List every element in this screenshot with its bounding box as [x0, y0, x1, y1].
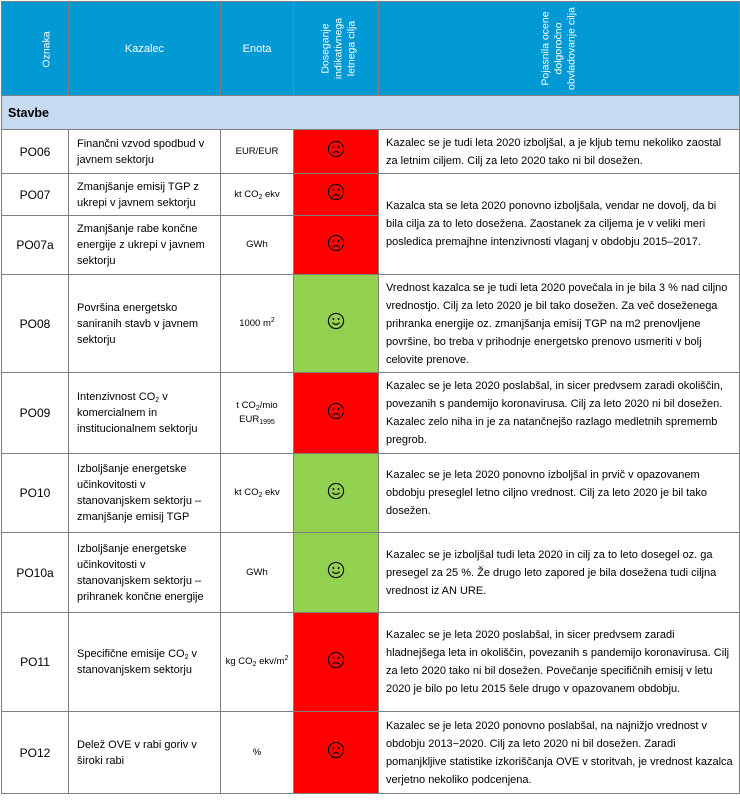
smiley-icon [327, 482, 345, 505]
table-row [2, 533, 740, 613]
indicator-code: PO07 [2, 174, 69, 216]
status-cell [294, 174, 379, 216]
indicator-code: PO10a [2, 533, 69, 613]
table-row [2, 130, 740, 174]
header-oznaka: Oznaka [2, 2, 69, 96]
status-cell [294, 454, 379, 533]
indicator-unit: % [221, 712, 294, 794]
indicator-unit: 1000 $m^2$ [221, 275, 294, 373]
table-row [2, 454, 740, 533]
indicator-code: PO08 [2, 275, 69, 373]
indicator-name: Specifične emisije $CO_2$ v stanovanjskem sektorju [69, 613, 221, 712]
status-cell [294, 712, 379, 794]
table-row [2, 712, 740, 794]
header-kazalec: Kazalec [69, 2, 221, 96]
frowny-icon [327, 402, 345, 425]
section-row [2, 96, 740, 130]
table-row [2, 373, 740, 454]
indicator-name: Finančni vzvod spodbud v javnem sektorju [69, 130, 221, 174]
frowny-icon [327, 741, 345, 764]
indicator-name: Zmanjšanje rabe končne energije z ukrepi v javnem sektorju [69, 216, 221, 275]
status-cell [294, 130, 379, 174]
frowny-icon [327, 651, 345, 674]
indicator-unit: GWh [221, 533, 294, 613]
indicator-code: PO06 [2, 130, 69, 174]
indicator-code: PO10 [2, 454, 69, 533]
explanation-text: Kazalec se je leta 2020 ponovno izboljšal in prvič v opazovanem obdobju preseglel letno ciljno vrednost. Cilj za leto 2020 je bil tako dosežen. [379, 454, 740, 533]
indicator-code: PO07a [2, 216, 69, 275]
indicator-name: Zmanjšanje emisij TGP z ukrepi v javnem sektorju [69, 174, 221, 216]
explanation-text: Kazalec se je leta 2020 poslabšal, in sicer predvsem zaradi hladnejšega leta in okoliščin, povezanih s pandemijo koronavirusa. Cilj za leto 2020 tako ni bil dosežen. Povečanje specifičnih emisij v letu 2020 je bilo po letu 2015 šele drugo v opazovanem obdobju. [379, 613, 740, 712]
indicator-unit: kt $CO_2$ ekv [221, 454, 294, 533]
status-cell [294, 216, 379, 275]
explanation-text: Kazalec se je tudi leta 2020 izboljšal, a je kljub temu nekoliko zaostal za letnim ciljem. Cilj za leto 2020 tako ni bil dosežen. [379, 130, 740, 174]
indicator-code: PO12 [2, 712, 69, 794]
header-doseganje: Doseganje indikativnega letnega cilja [294, 2, 379, 96]
indicator-unit: kt $CO_2$ ekv [221, 174, 294, 216]
status-cell [294, 373, 379, 454]
indicator-code: PO11 [2, 613, 69, 712]
header-enota: Enota [221, 2, 294, 96]
indicator-name: Intenzivnost $CO_2$ v komercialnem in institucionalnem sektorju [69, 373, 221, 454]
indicator-name: Delež OVE v rabi goriv v široki rabi [69, 712, 221, 794]
frowny-icon [327, 140, 345, 163]
smiley-icon [327, 312, 345, 335]
frowny-icon [327, 234, 345, 257]
table-row [2, 174, 740, 216]
section-title: Stavbe [2, 96, 740, 130]
explanation-text: Kazalca sta se leta 2020 ponovno izboljšala, vendar ne dovolj, da bi bila cilja za to leto dosežena. Zaostanek za ciljema je v veliki meri posledica premajhne intenzivnosti vlaganj v obdobju 2015–2017. [379, 174, 740, 275]
header-row [2, 2, 740, 96]
status-cell [294, 275, 379, 373]
indicator-name: Izboljšanje energetske učinkovitosti v stanovanjskem sektorju – prihranek končne energije [69, 533, 221, 613]
status-cell [294, 613, 379, 712]
frowny-icon [327, 183, 345, 206]
explanation-text: Kazalec se je leta 2020 ponovno poslabšal, na najnižjo vrednost v obdobju 2013−2020. Cilj za leto 2020 ni bil dosežen. Zaradi pomanjkljive statistike izkoriščanja OVE v storitvah, je vrednost kazalca verjetno nekoliko podcenjena. [379, 712, 740, 794]
explanation-text: Kazalec se je izboljšal tudi leta 2020 in cilj za to leto dosegel oz. ga presegel za 25 %. Že drugo leto zapored je bila dosežena tudi ciljna vrednost iz AN URE. [379, 533, 740, 613]
indicator-unit: kg $CO_2$ ekv/$m^2$ [221, 613, 294, 712]
table-row [2, 613, 740, 712]
smiley-icon [327, 561, 345, 584]
indicator-unit: t $CO_2$/mio $EUR_{1995}$ [221, 373, 294, 454]
indicator-unit: GWh [221, 216, 294, 275]
indicators-table [1, 1, 740, 794]
indicator-name: Izboljšanje energetske učinkovitosti v stanovanjskem sektorju – zmanjšanje emisij TGP [69, 454, 221, 533]
indicator-code: PO09 [2, 373, 69, 454]
indicator-name: Površina energetsko saniranih stavb v javnem sektorju [69, 275, 221, 373]
explanation-text: Kazalec se je leta 2020 poslabšal, in sicer predvsem zaradi okoliščin, povezanih s pandemijo koronavirusa. Cilj za leto 2020 ni bil dosežen. Kazalec zelo niha in je za natančnejšo razlago medletnih sprememb pregrob. [379, 373, 740, 454]
explanation-text: Vrednost kazalca se je tudi leta 2020 povečala in je bila 3 % nad ciljno vrednostjo. Cilj za leto 2020 je bil tako dosežen. Za več doseženega prihranka energije oz. zmanjšanja emisij TGP na m2 prenovljene površine, bo treba v prihodnje energetsko prenovo usmeriti v bolj celovite prenove. [379, 275, 740, 373]
status-cell [294, 533, 379, 613]
header-pojasnila: Pojasnila ocene dolgoročno obvladovanje cilja [379, 2, 740, 96]
indicator-unit: EUR/EUR [221, 130, 294, 174]
table-row [2, 275, 740, 373]
